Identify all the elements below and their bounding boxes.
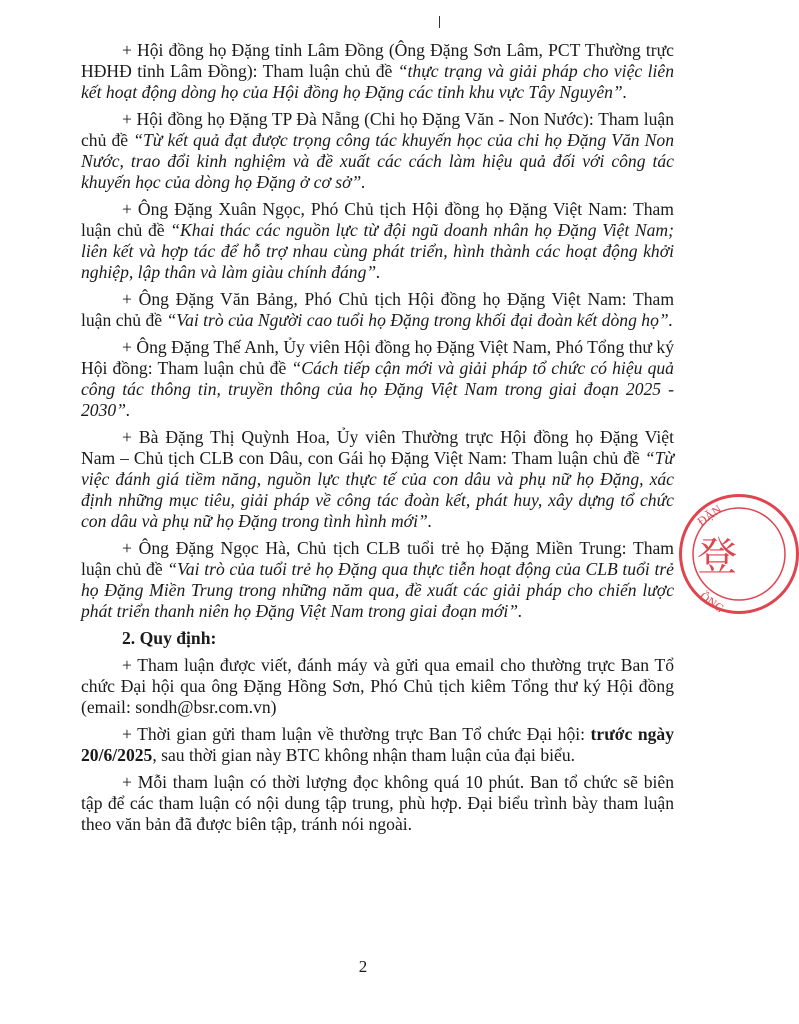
- paragraph-van-bang: [81, 289, 674, 331]
- paragraph-text: + Bà Đặng Thị Quỳnh Hoa, Ủy viên Thường trực Hội đồng họ Đặng Việt Nam – Chủ tịch CLB con Dâu, con Gái họ Đặng Việt Nam: Tham luận chủ đề: [81, 427, 674, 468]
- paragraph-topic: “thực trạng và giải pháp cho việc liên kết hoạt động dòng họ của Hội đồng họ Đặng các tỉnh khu vực Tây Nguyên”.: [81, 61, 674, 102]
- paragraph-text: + Ông Đặng Xuân Ngọc, Phó Chủ tịch Hội đồng họ Đặng Việt Nam: Tham luận chủ đề: [81, 199, 674, 240]
- paragraph-topic: “Cách tiếp cận mới và giải pháp tổ chức có hiệu quả công tác thông tin, truyền thông của họ Đặng Việt Nam trong giai đoạn 2025 - 2030”.: [81, 358, 674, 420]
- page-number: 2: [358, 957, 368, 976]
- paragraph-text: + Hội đồng họ Đặng TP Đà Nẵng (Chi họ Đặng Văn - Non Nước): Tham luận chủ đề: [81, 109, 674, 150]
- deadline-date: trước ngày 20/6/2025: [81, 724, 674, 765]
- paragraph-xuan-ngoc: [81, 199, 674, 283]
- paragraph-text: + Ông Đặng Ngọc Hà, Chủ tịch CLB tuổi trẻ họ Đặng Miền Trung: Tham luận chủ đề: [81, 538, 674, 579]
- rule-text: , sau thời gian này BTC không nhận tham luận của đại biểu.: [152, 745, 576, 765]
- section-heading-rules: 2. Quy định:: [122, 628, 217, 648]
- paragraph-da-nang: [81, 109, 674, 193]
- rule-submission: [81, 655, 674, 718]
- paragraph-lam-dong: [81, 40, 674, 103]
- seal-graphic: [679, 494, 799, 614]
- paragraph-the-anh: [81, 337, 674, 421]
- paragraph-topic: “Vai trò của Người cao tuổi họ Đặng trong khối đại đoàn kết dòng họ”.: [166, 310, 674, 330]
- red-seal-stamp: [679, 494, 799, 614]
- paragraph-quynh-hoa: [81, 427, 674, 532]
- rule-duration: [81, 772, 674, 835]
- rule-deadline: [81, 724, 674, 766]
- paragraph-text: + Ông Đặng Thế Anh, Ủy viên Hội đồng họ Đặng Việt Nam, Phó Tổng thư ký Hội đồng: Tham luận chủ đề: [81, 337, 674, 378]
- paragraph-topic: “Khai thác các nguồn lực từ đội ngũ doanh nhân họ Đặng Việt Nam; liên kết và hợp tác để hỗ trợ nhau cùng phát triển, hình thành các hoạt động khởi nghiệp, lập thân và làm giàu chính đáng”.: [81, 220, 674, 282]
- paragraph-ngoc-ha: [81, 538, 674, 622]
- rule-text: + Tham luận được viết, đánh máy và gửi qua email cho thường trực Ban Tổ chức Đại hội qua ông Đặng Hồng Sơn, Phó Chủ tịch kiêm Tổng thư ký Hội đồng (email: sondh@bsr.com.vn): [81, 655, 674, 717]
- paragraph-text: + Ông Đặng Văn Bảng, Phó Chủ tịch Hội đồng họ Đặng Việt Nam: Tham luận chủ đề: [81, 289, 674, 330]
- paragraph-topic: “Từ việc đánh giá tiềm năng, nguồn lực thực tế của con dâu và phụ nữ họ Đặng, xác định những mục tiêu, giải pháp về công tác đoàn kết, phát huy, xây dựng tổ chức con dâu và phụ nữ họ Đặng trong tình hình mới”.: [81, 448, 674, 531]
- rule-text: + Mỗi tham luận có thời lượng đọc không quá 10 phút. Ban tổ chức sẽ biên tập để các tham luận có nội dung tập trung, phù hợp. Đại biểu trình bày tham luận theo văn bản đã được biên tập, tránh nói ngoài.: [81, 772, 674, 834]
- paragraph-text: + Hội đồng họ Đặng tỉnh Lâm Đồng (Ông Đặng Sơn Lâm, PCT Thường trực HĐHĐ tỉnh Lâm Đồng): Tham luận chủ đề: [81, 40, 674, 81]
- rule-text: + Thời gian gửi tham luận về thường trực Ban Tổ chức Đại hội:: [122, 724, 591, 744]
- paragraph-topic: “Từ kết quả đạt được trọng công tác khuyến học của chi họ Đặng Văn Non Nước, trao đổi kinh nghiệm và đề xuất các cách làm hiệu quả đối với công tác khuyến học của dòng họ Đặng ở cơ sở”.: [81, 130, 674, 192]
- top-mark: [439, 16, 440, 28]
- seal-bottom-text: ỒNG: [697, 588, 727, 616]
- document-body: [81, 40, 674, 841]
- seal-top-text: ĐẶN: [694, 502, 725, 529]
- paragraph-topic: “Vai trò của tuổi trẻ họ Đặng qua thực tiễn hoạt động của CLB tuổi trẻ họ Đặng Miền Trung trong những năm qua, đề xuất các giải pháp cho chiến lược phát triển thanh niên họ Đặng Việt Nam trong giai đoạn mới”.: [81, 559, 674, 621]
- seal-center-glyph: 登: [697, 534, 737, 580]
